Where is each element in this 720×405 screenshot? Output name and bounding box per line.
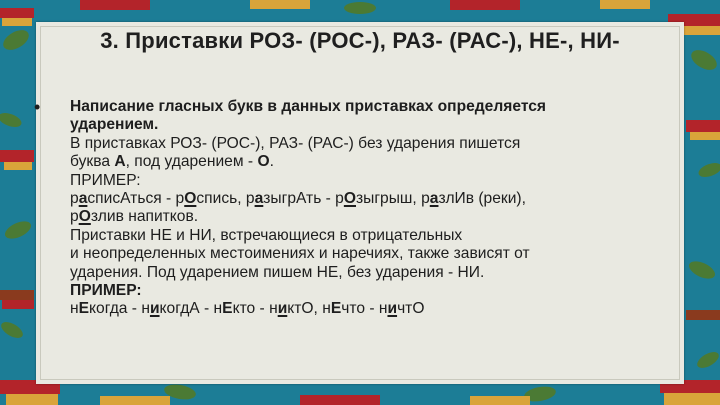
text-line — [70, 227, 674, 245]
text-line — [70, 190, 674, 208]
text-segment: Приставки НЕ и НИ, встречающиеся в отрицательных — [70, 226, 463, 244]
bold-text: О — [257, 153, 270, 171]
text-line — [70, 245, 674, 263]
body-lines — [34, 98, 674, 319]
bold-text: ПРИМЕР: — [70, 282, 142, 300]
unstressed-vowel: и — [149, 300, 160, 318]
text-segment: . — [269, 153, 274, 171]
unstressed-vowel: и — [387, 300, 398, 318]
unstressed-vowel: О — [184, 190, 197, 208]
text-segment: р — [70, 190, 79, 208]
slide-body — [34, 98, 674, 319]
text-segment: В приставках РОЗ- (РОС-), РАЗ- (РАС-) без ударения пишется — [70, 134, 521, 152]
unstressed-vowel: а — [254, 190, 264, 208]
text-segment: кто - н — [232, 300, 278, 318]
text-segment: р — [70, 208, 79, 226]
unstressed-vowel: а — [429, 190, 439, 208]
slide-title: 3. Приставки РОЗ- (РОС-), РАЗ- (РАС-), НЕ-, НИ- — [100, 28, 620, 53]
text-segment: н — [70, 300, 79, 318]
bold-text: ударением. — [70, 116, 159, 134]
text-segment: злИв (реки), — [438, 190, 526, 208]
text-segment: спись, р — [196, 190, 255, 208]
text-segment: злив напитков. — [90, 208, 199, 226]
text-segment: чтО — [397, 300, 425, 318]
unstressed-vowel: О — [78, 208, 91, 226]
text-segment: списАться - р — [87, 190, 185, 208]
bold-text: А — [114, 153, 126, 171]
unstressed-vowel: и — [277, 300, 288, 318]
bold-text: Написание гласных букв в данных приставках определяется — [70, 98, 547, 115]
text-segment: зыгрАть - р — [263, 190, 344, 208]
text-line — [70, 172, 674, 190]
text-segment: ПРИМЕР: — [70, 171, 141, 189]
text-line — [70, 208, 674, 226]
bold-text: Е — [78, 300, 90, 318]
text-segment: , под ударением - — [125, 153, 258, 171]
text-segment: и неопределенных местоимениях и наречиях, также зависят от — [70, 245, 530, 263]
unstressed-vowel: О — [343, 190, 356, 208]
text-segment: когда - н — [89, 300, 150, 318]
text-segment: когдА - н — [159, 300, 223, 318]
unstressed-vowel: а — [78, 190, 88, 208]
text-segment: буква — [70, 153, 115, 171]
text-segment: ктО, н — [287, 300, 331, 318]
text-line — [70, 116, 674, 134]
bold-text: Е — [222, 300, 233, 318]
bullet-marker: • — [34, 97, 41, 117]
text-line — [70, 135, 674, 153]
bold-text: Е — [330, 300, 342, 318]
text-line — [70, 153, 674, 171]
text-segment: зыгрыш, р — [356, 190, 430, 208]
text-line — [70, 300, 674, 318]
text-line — [70, 98, 674, 116]
text-segment: что - н — [341, 300, 388, 318]
text-line — [70, 264, 674, 282]
text-segment: ударения. Под ударением пишем НЕ, без ударения - НИ. — [70, 263, 485, 281]
text-line — [70, 282, 674, 300]
